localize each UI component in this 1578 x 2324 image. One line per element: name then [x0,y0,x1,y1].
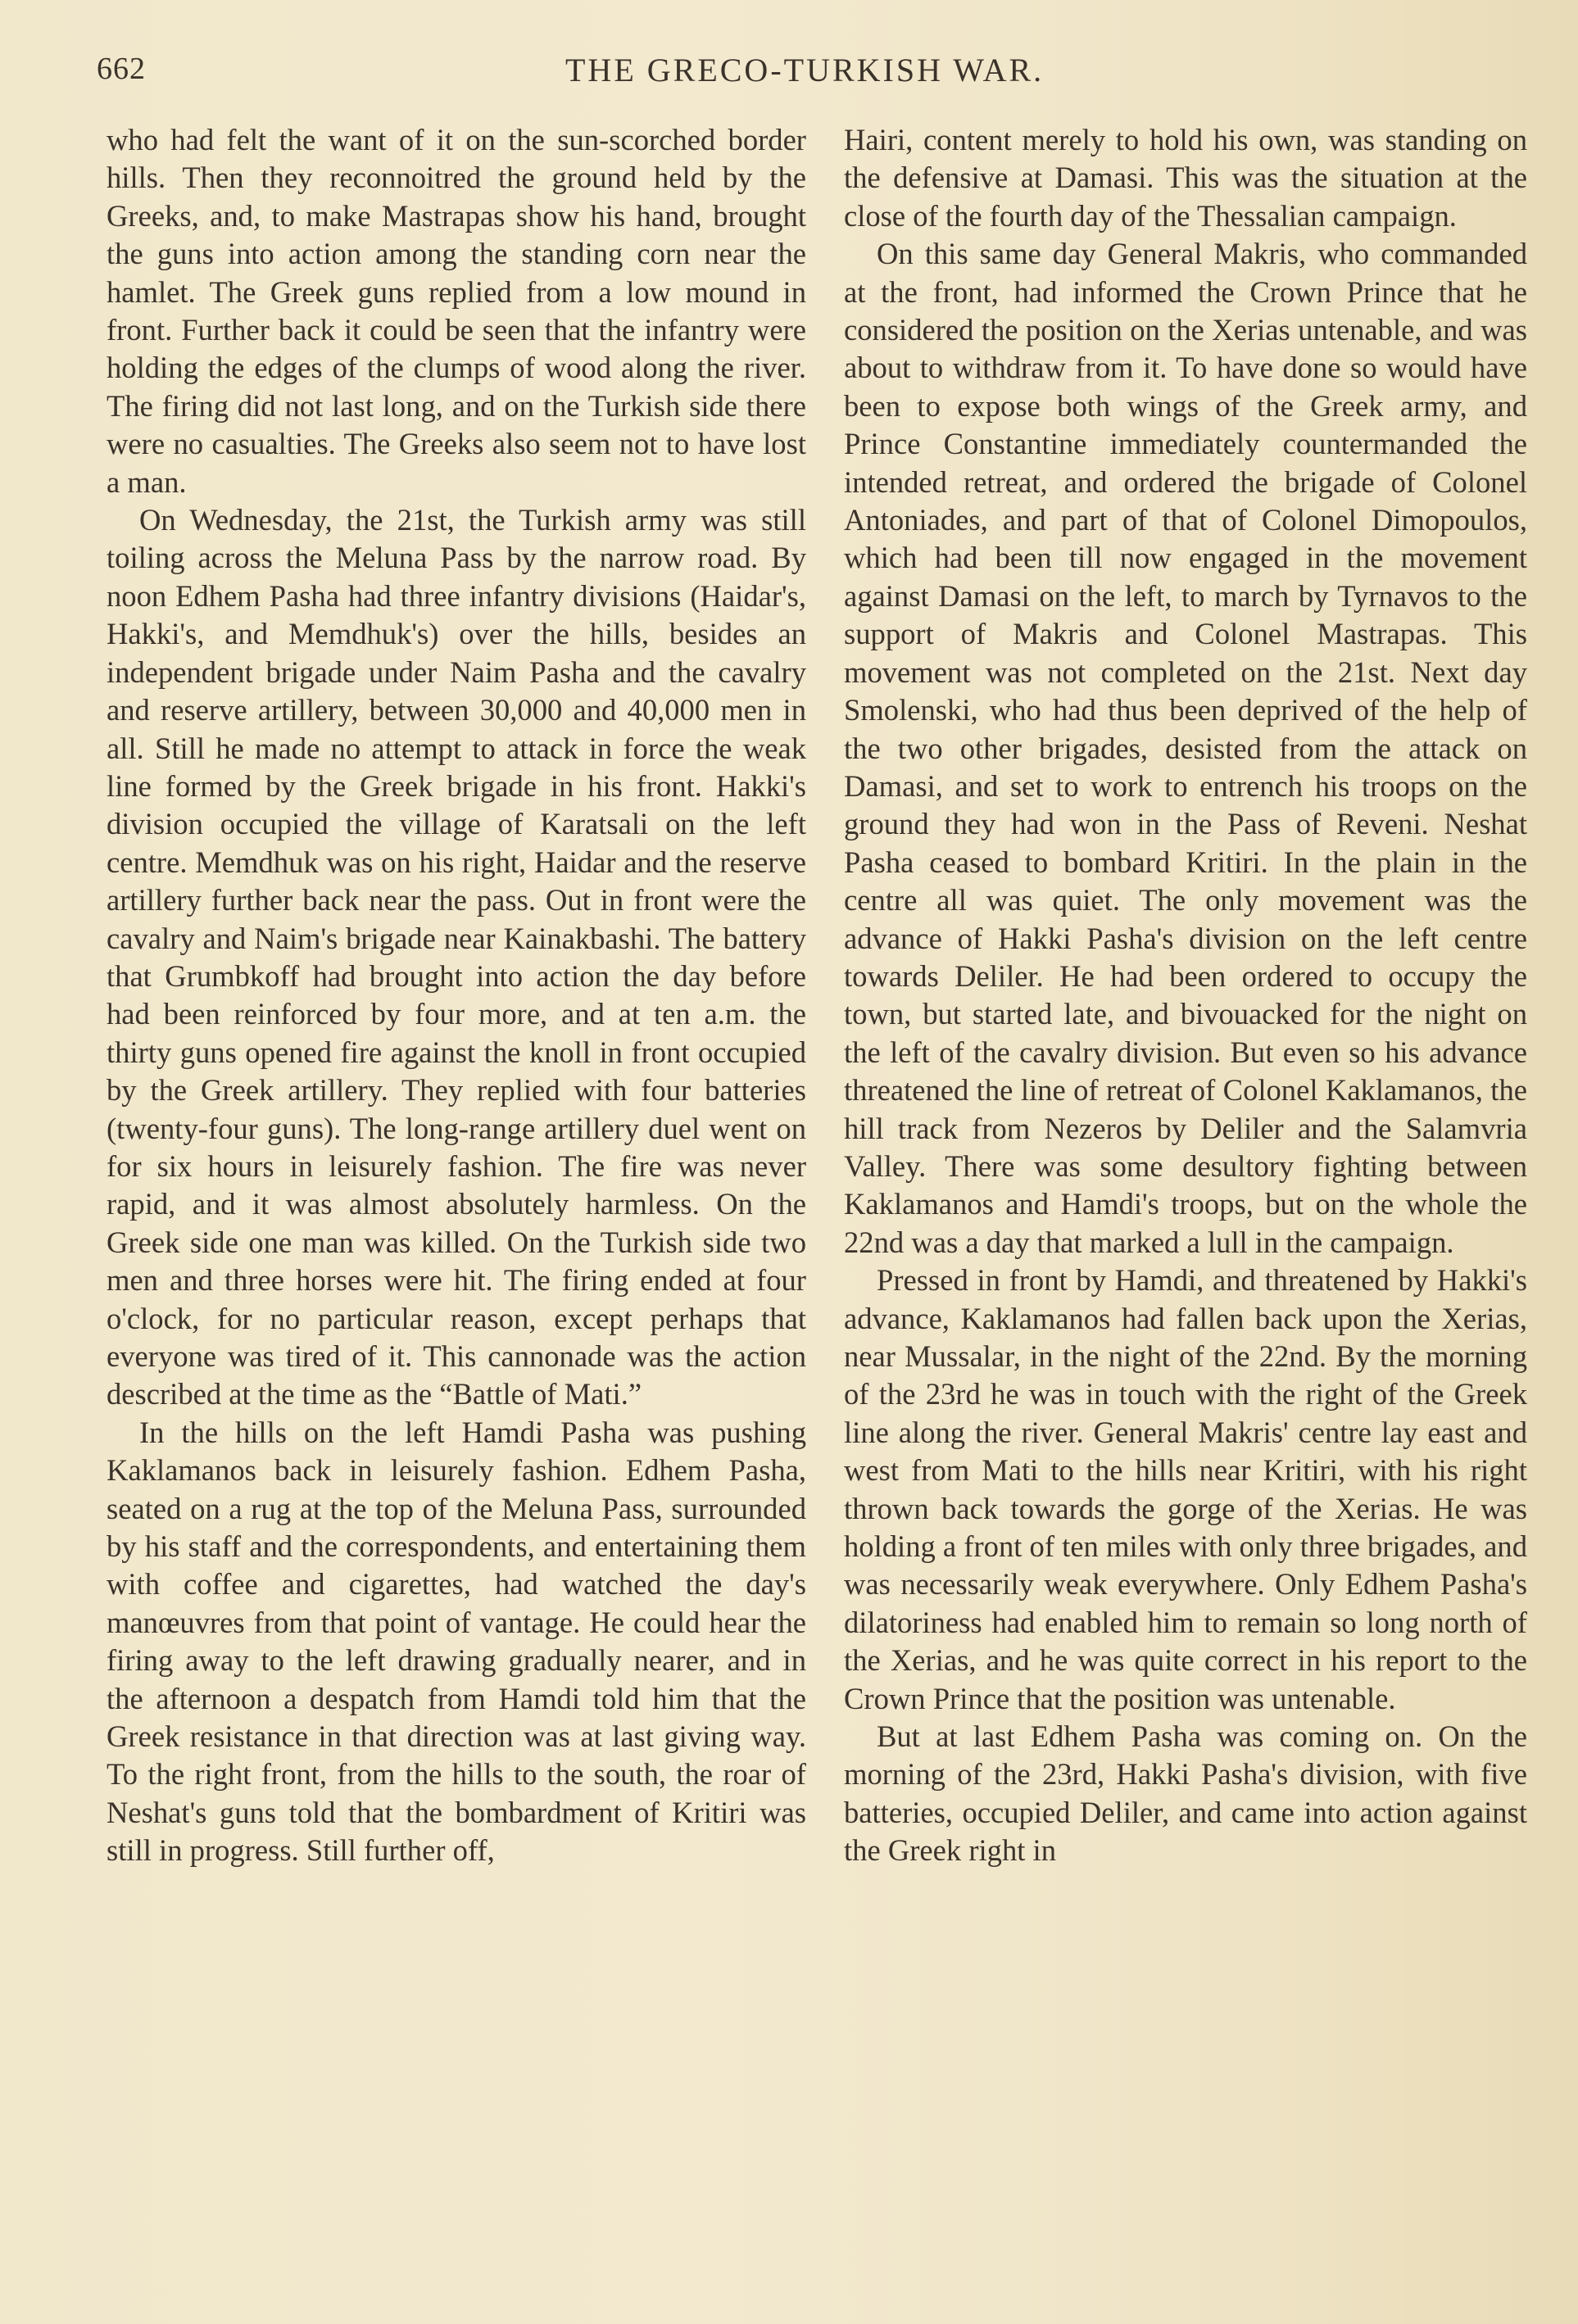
running-head [0,51,1578,100]
right-column [844,121,1527,1870]
paragraph: Pressed in front by Hamdi, and threatened by Hakki's advance, Kaklamanos had fallen back upon the Xerias, near Mussalar, in the night of the 22nd. By the morning of the 23rd he was in touch with the right of the Greek line along the river. General Makris' centre lay east and west from Mati to the hills near Kritiri, with his right thrown back towards the gorge of the Xerias. He was holding a front of ten miles with only three brigades, and was necessarily weak everywhere. Only Edhem Pasha's dilatoriness had enabled him to remain so long north of the Xerias, and he was quite correct in his report to the Crown Prince that the position was untenable. [844,1263,1527,1715]
running-title: THE GRECO-TURKISH WAR. [565,52,1045,88]
paragraph: who had felt the want of it on the sun-scorched border hills. Then they reconnoitred the ground held by the Greeks, and, to make Mastrapas show his hand, brought the guns into action among the standing corn near the hamlet. The Greek guns replied from a low mound in front. Further back it could be seen that the infantry were holding the edges of the clumps of wood along the river. The firing did not last long, and on the Turkish side there were no casualties. The Greeks also seem not to have lost a man. [107,123,806,499]
paragraph: On this same day General Makris, who commanded at the front, had informed the Crown Prince that he considered the position on the Xerias untenable, and was about to withdraw from it. To have done so would have been to expose both wings of the Greek army, and Prince Constantine immediately countermanded the intended retreat, and ordered the brigade of Colonel Antoniades, and part of that of Colonel Dimopoulos, which had been till now engaged in the movement against Damasi on the left, to march by Tyrnavos to the support of Makris and Colonel Mastrapas. This movement was not completed on the 21st. Next day Smolenski, who had thus been deprived of the help of the two other brigades, desisted from the attack on Damasi, and set to work to entrench his troops on the ground they had won in the Pass of Reveni. Neshat Pasha ceased to bombard Kritiri. In the plain in the centre all was quiet. The only movement was the advance of Hakki Pasha's division on the left centre towards Deliler. He had been ordered to occupy the town, but started late, and bivouacked for the night on the left of the cavalry division. But even so his advance threatened the line of retreat of Colonel Kaklamanos, the hill track from Nezeros by Deliler and the Salamvria Valley. There was some desultory fighting between Kaklamanos and Hamdi's troops, but on the whole the 22nd was a day that marked a lull in the campaign. [844,237,1527,1259]
page-number: 662 [97,52,146,86]
paragraph: In the hills on the left Hamdi Pasha was pushing Kaklamanos back in leisurely fashion. Edhem Pasha, seated on a rug at the top of the Meluna Pass, surrounded by his staff and the correspondents, and entertaining them with coffee and cigarettes, had watched the day's manœuvres from that point of vantage. He could hear the firing away to the left drawing gradually nearer, and in the afternoon a despatch from Hamdi told him that the Greek resistance in that direction was at last giving way. To the right front, from the hills to the south, the roar of Neshat's guns told that the bombardment of Kritiri was still in progress. Still further off, [107,1415,806,1868]
left-column [107,121,806,1870]
paragraph: But at last Edhem Pasha was coming on. On the morning of the 23rd, Hakki Pasha's division, with five batteries, occupied Deliler, and came into action against the Greek right in [844,1719,1527,1868]
paragraph: On Wednesday, the 21st, the Turkish army was still toiling across the Meluna Pass by the narrow road. By noon Edhem Pasha had three infantry divisions (Haidar's, Hakki's, and Memdhuk's) over the hills, besides an independent brigade under Naim Pasha and the cavalry and reserve artillery, between 30,000 and 40,000 men in all. Still he made no attempt to attack in force the weak line formed by the Greek brigade in his front. Hakki's division occupied the village of Karatsali on the left centre. Memdhuk was on his right, Haidar and the reserve artillery further back near the pass. Out in front were the cavalry and Naim's brigade near Kainakbashi. The battery that Grumbkoff had brought into action the day before had been reinforced by four more, and at ten a.m. the thirty guns opened fire against the knoll in front occupied by the Greek artillery. They replied with four batteries (twenty-four guns). The long-range artillery duel went on for six hours in leisurely fashion. The fire was never rapid, and it was almost absolutely harmless. On the Greek side one man was killed. On the Turkish side two men and three horses were hit. The firing ended at four o'clock, for no particular reason, except perhaps that everyone was tired of it. This cannonade was the action described at the time as the “Battle of Mati.” [107,503,806,1411]
paragraph: Hairi, content merely to hold his own, was standing on the defensive at Damasi. This was the situation at the close of the fourth day of the Thessalian campaign. [844,123,1527,233]
